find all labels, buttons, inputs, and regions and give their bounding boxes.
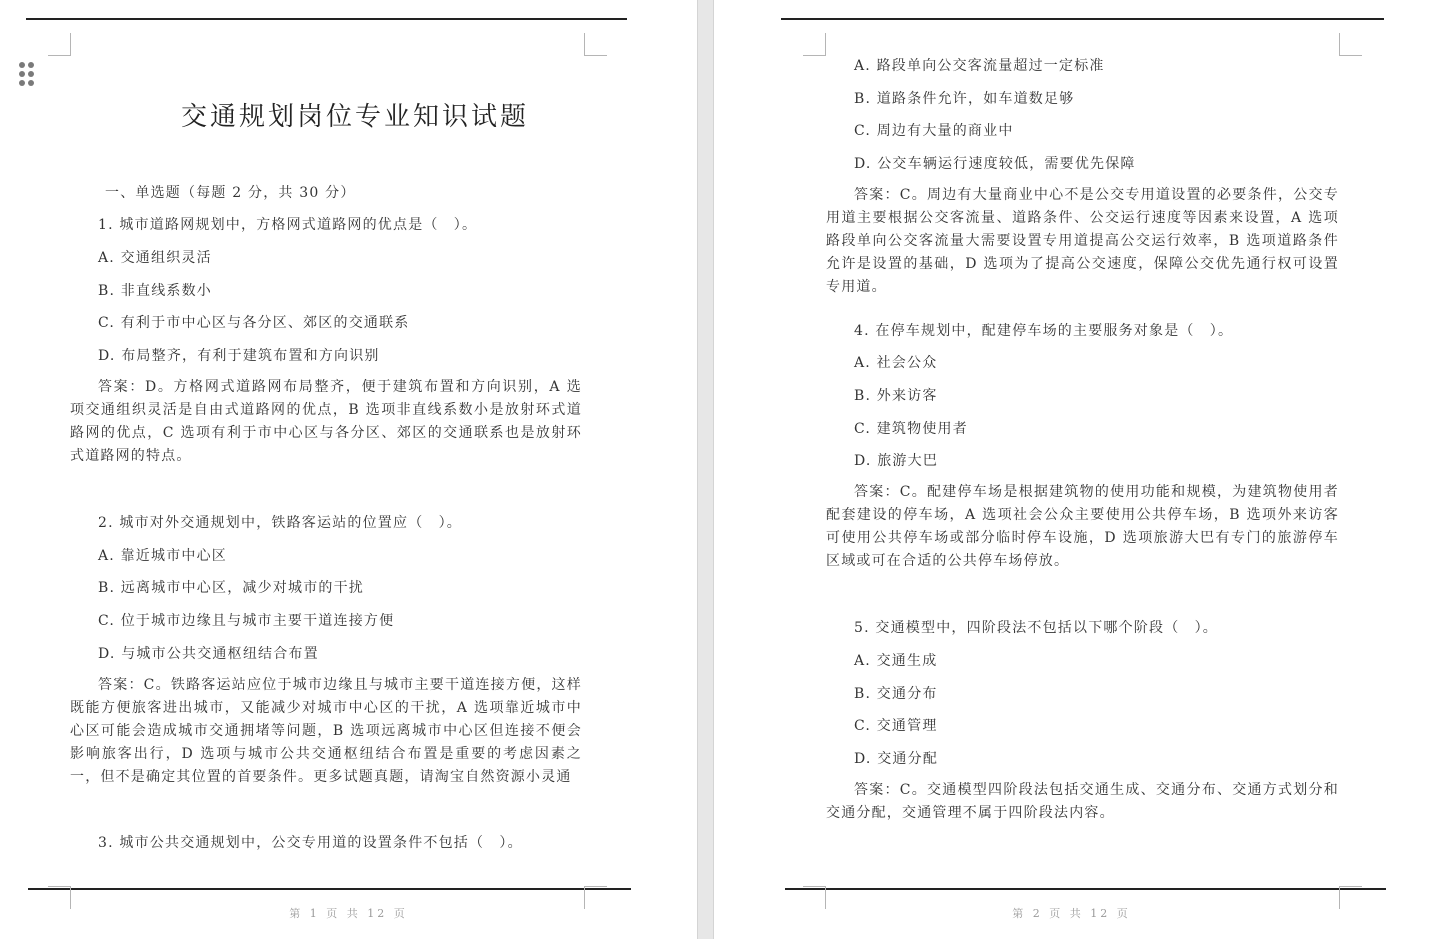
question-option: A. 路段单向公交客流量超过一定标准 xyxy=(854,58,1105,74)
question-option: A. 交通组织灵活 xyxy=(98,250,212,266)
answer-explanation: 答案：C。铁路客运站应位于城市边缘且与城市主要干道连接方便，这样既能方便旅客进出城市，又能减少对城市中心区的干扰，A 选项靠近城市中心区可能会造成城市交通拥堵等问题，B 选项远离城市中心区但连接不便会影响旅客出行，D 选项与城市公共交通枢纽结合布置是重要的考虑因素之一，但不是确定其位置的首要条件。更多试题真题，请淘宝自然资源小灵通 xyxy=(70,677,582,785)
answer-explanation: 答案：C。配建停车场是根据建筑物的使用功能和规模，为建筑物使用者配套建设的停车场，A 选项社会公众主要使用公共停车场，B 选项外来访客可使用公共停车场或部分临时停车设施，D 选项旅游大巴有专门的旅游停车区域或可在合适的公共停车场停放。 xyxy=(826,484,1339,569)
section-heading: 一、单选题（每题 2 分，共 30 分） xyxy=(105,185,356,201)
question-option: B. 非直线系数小 xyxy=(98,283,212,299)
question-option: B. 交通分布 xyxy=(854,686,938,702)
page-gutter xyxy=(697,0,714,939)
footer-rule xyxy=(28,888,631,890)
question-stem: 4. 在停车规划中，配建停车场的主要服务对象是（ ）。 xyxy=(854,323,1234,339)
document-page-2 xyxy=(714,0,1429,939)
question-option: D. 与城市公共交通枢纽结合布置 xyxy=(98,646,319,662)
page-number: 第 1 页 共 12 页 xyxy=(289,907,408,920)
question-option: A. 靠近城市中心区 xyxy=(98,548,228,564)
answer-explanation: 答案：C。周边有大量商业中心不是公交专用道设置的必要条件，公交专用道主要根据公交客流量、道路条件、公交运行速度等因素来设置，A 选项路段单向公交客流量大需要设置专用道提高公交运行效率，B 选项道路条件允许是设置的基础，D 选项为了提高公交速度，保障公交优先通行权可设置专用道。 xyxy=(826,187,1339,295)
question-option: D. 布局整齐，有利于建筑布置和方向识别 xyxy=(98,348,380,364)
document-title: 交通规划岗位专业知识试题 xyxy=(180,102,529,132)
question-option: C. 建筑物使用者 xyxy=(854,421,968,437)
question-stem: 1. 城市道路网规划中，方格网式道路网的优点是（ ）。 xyxy=(98,217,478,233)
question-option: A. 社会公众 xyxy=(854,355,938,371)
footer-rule xyxy=(785,888,1386,890)
question-option: C. 位于城市边缘且与城市主要干道连接方便 xyxy=(98,613,395,629)
header-rule xyxy=(781,18,1384,20)
question-option: C. 有利于市中心区与各分区、郊区的交通联系 xyxy=(98,315,410,331)
question-stem: 5. 交通模型中，四阶段法不包括以下哪个阶段（ ）。 xyxy=(854,620,1219,636)
question-option: A. 交通生成 xyxy=(854,653,938,669)
answer-explanation: 答案：D。方格网式道路网布局整齐，便于建筑布置和方向识别，A 选项交通组织灵活是自由式道路网的优点，B 选项非直线系数小是放射环式道路网的优点，C 选项有利于市中心区与各分区、郊区的交通联系也是放射环式道路网的特点。 xyxy=(70,379,582,464)
crop-mark-top-left xyxy=(48,33,71,56)
crop-mark-top-left xyxy=(803,33,826,56)
question-option: B. 远离城市中心区，减少对城市的干扰 xyxy=(98,580,364,596)
question-option: B. 外来访客 xyxy=(854,388,938,404)
document-page-1 xyxy=(0,0,697,939)
crop-mark-top-right xyxy=(584,33,607,56)
drag-handle-icon[interactable] xyxy=(19,62,37,86)
question-option: D. 公交车辆运行速度较低，需要优先保障 xyxy=(854,156,1136,172)
answer-explanation: 答案：C。交通模型四阶段法包括交通生成、交通分布、交通方式划分和交通分配，交通管理不属于四阶段法内容。 xyxy=(826,782,1339,821)
question-stem: 2. 城市对外交通规划中，铁路客运站的位置应（ ）。 xyxy=(98,515,463,531)
crop-mark-top-right xyxy=(1339,33,1362,56)
header-rule xyxy=(26,18,627,20)
question-option: C. 交通管理 xyxy=(854,718,938,734)
question-option: D. 交通分配 xyxy=(854,751,939,767)
question-option: C. 周边有大量的商业中 xyxy=(854,123,1014,139)
question-option: D. 旅游大巴 xyxy=(854,453,939,469)
question-option: B. 道路条件允许，如车道数足够 xyxy=(854,91,1075,107)
page-number: 第 2 页 共 12 页 xyxy=(1012,907,1131,920)
question-stem: 3. 城市公共交通规划中，公交专用道的设置条件不包括（ ）。 xyxy=(98,835,523,851)
gutter-edge-left xyxy=(697,0,698,939)
